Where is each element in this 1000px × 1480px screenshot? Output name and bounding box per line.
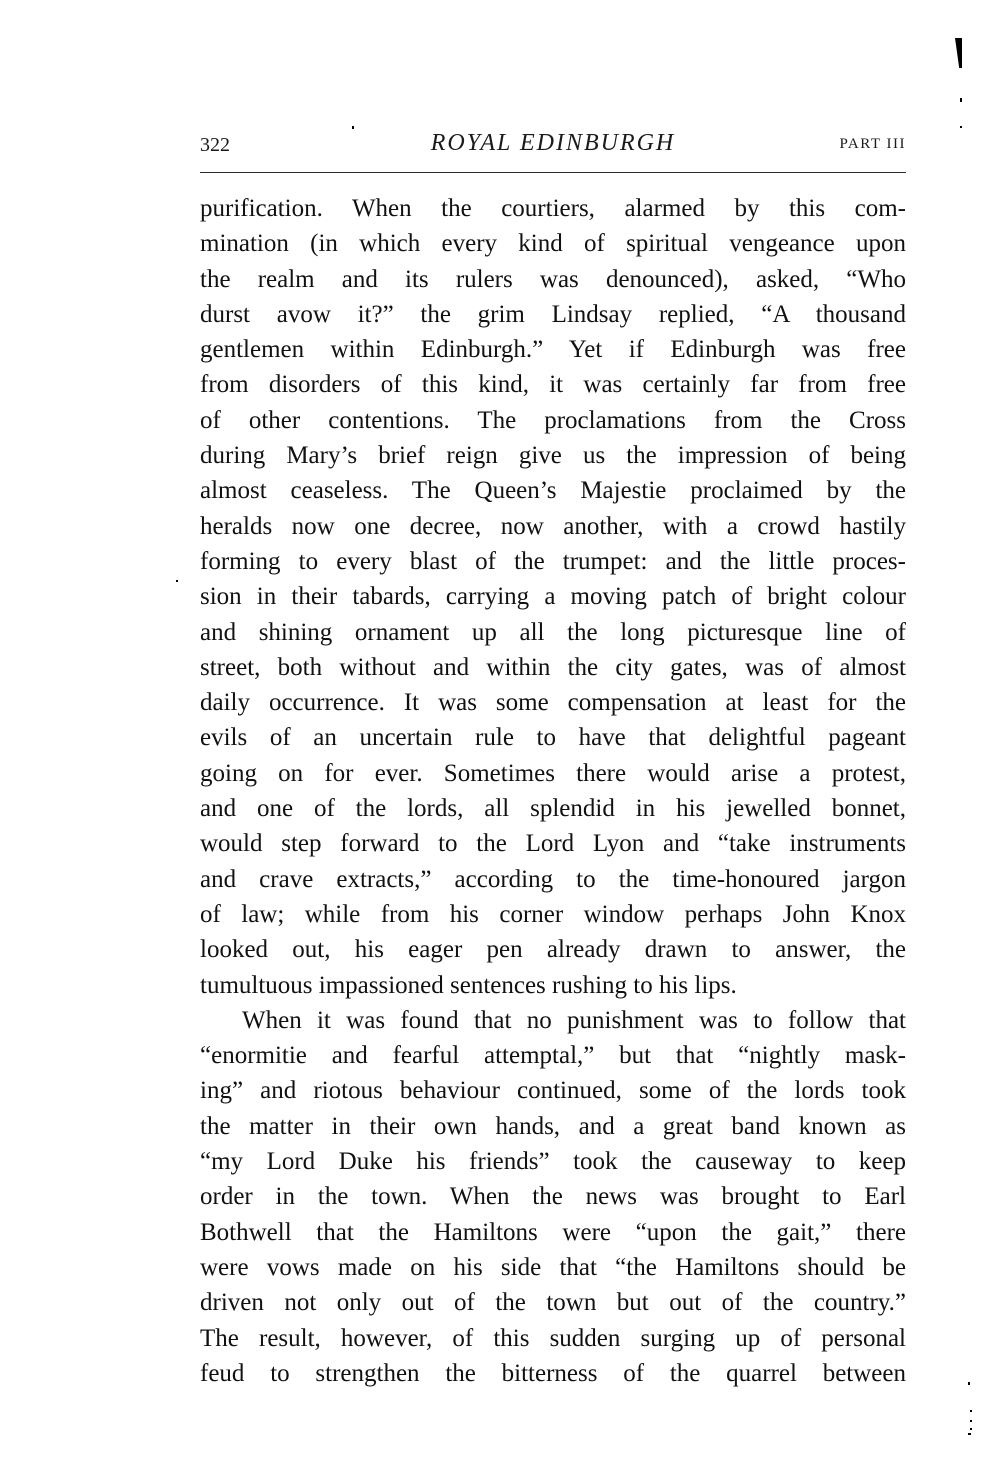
text-line: order in the town. When the news was brought to Earl [200,1183,906,1211]
text-line: forming to every blast of the trumpet: and the little proces- [200,547,906,575]
scan-mark [176,580,178,582]
text-line: Bothwell that the Hamiltons were “upon the gait,” there [200,1218,906,1246]
running-title: ROYAL EDINBURGH [430,130,676,156]
text-line: looked out, his eager pen already drawn to answer, the [200,936,906,964]
paragraph-1 [200,191,906,1003]
scan-mark [968,1382,970,1385]
text-line: tumultuous impassioned sentences rushing to his lips. [200,971,737,999]
scan-mark [970,1420,972,1422]
text-line: from disorders of this kind, it was certainly far from free [200,371,906,399]
scan-mark [970,1410,972,1412]
part-label: PART III [839,136,906,152]
text-line: purification. When the courtiers, alarmed by this com- [200,195,906,222]
scan-mark [970,1428,972,1430]
text-line: during Mary’s brief reign give us the impression of being [200,442,906,470]
page-number: 322 [200,134,230,156]
scan-mark [960,98,962,102]
text-line: feud to strengthen the bitterness of the quarrel between [200,1359,906,1387]
text-line: “enormitie and fearful attemptal,” but that “nightly mask- [200,1042,906,1070]
text-line: heralds now one decree, now another, with a crowd hastily [200,512,906,540]
text-line: were vows made on his side that “the Hamiltons should be [200,1253,906,1281]
text-line: of law; while from his corner window perhaps John Knox [200,900,906,928]
text-line: going on for ever. Sometimes there would arise a protest, [200,759,906,787]
text-line: and shining ornament up all the long picturesque line of [200,618,906,646]
body-text [200,191,906,1391]
text-line: sion in their tabards, carrying a moving patch of bright colour [200,583,906,611]
text-line: and one of the lords, all splendid in his jewelled bonnet, [200,795,906,823]
text-line: daily occurrence. It was some compensation at least for the [200,689,906,717]
text-line: “my Lord Duke his friends” took the causeway to keep [200,1148,906,1176]
scan-mark [960,126,962,128]
text-line: gentlemen within Edinburgh.” Yet if Edinburgh was free [200,336,906,364]
text-line: almost ceaseless. The Queen’s Majestie proclaimed by the [200,477,906,505]
text-line: When it was found that no punishment was to follow that [242,1006,906,1034]
text-line: of other contentions. The proclamations from the Cross [200,406,906,434]
text-line: mination (in which every kind of spiritual vengeance upon [200,230,906,258]
scan-mark [955,38,962,68]
scan-mark [352,126,354,129]
text-line: the realm and its rulers was denounced), asked, “Who [200,265,906,293]
text-line: driven not only out of the town but out of the country.” [200,1289,906,1317]
text-line: The result, however, of this sudden surging up of personal [200,1324,906,1352]
text-line: and crave extracts,” according to the time-honoured jargon [200,865,906,893]
scan-mark [968,1433,971,1435]
header-rule [200,172,906,173]
text-line: durst avow it?” the grim Lindsay replied, “A thousand [200,300,906,328]
text-line: ing” and riotous behaviour continued, some of the lords took [200,1077,906,1105]
text-line: would step forward to the Lord Lyon and “take instruments [200,830,906,858]
text-line: street, both without and within the city gates, was of almost [200,653,906,681]
paragraph-2 [200,1003,906,1391]
text-line: evils of an uncertain rule to have that delightful pageant [200,724,906,752]
running-head [200,130,906,164]
text-line: the matter in their own hands, and a great band known as [200,1112,906,1140]
